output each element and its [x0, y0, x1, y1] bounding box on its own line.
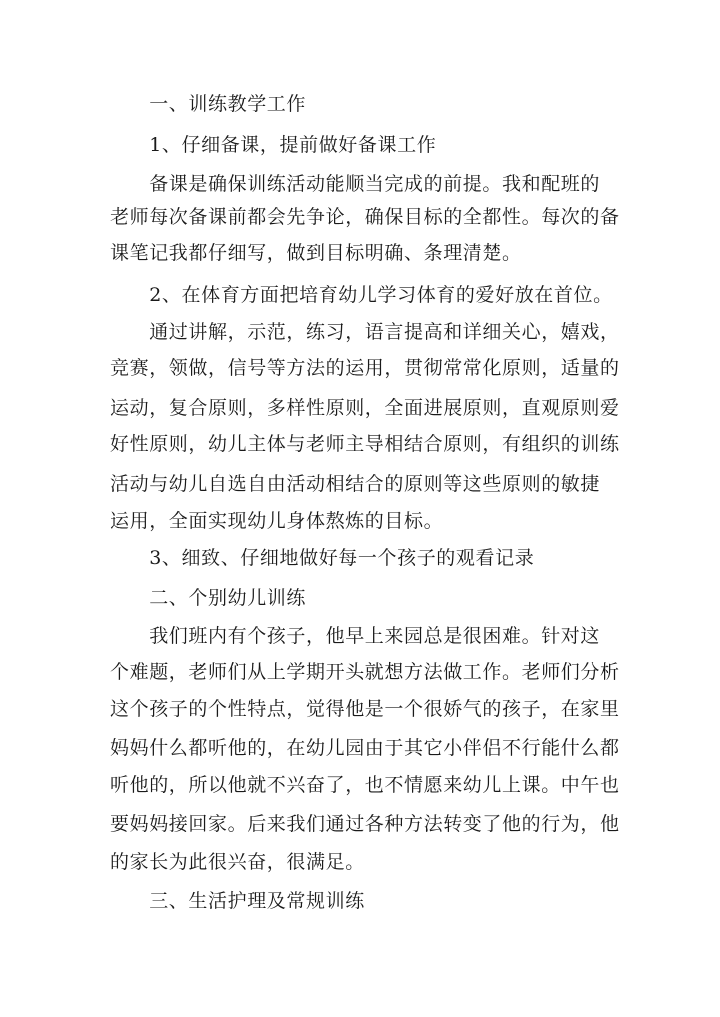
paragraph-line: 运动，复合原则，多样性原则，全面进展原则，直观原则爱: [110, 397, 620, 419]
heading-teaching-work: 一、训练教学工作: [110, 93, 307, 115]
paragraph-line: 活动与幼儿自选自由活动相结合的原则等这些原则的敏捷: [110, 473, 601, 495]
paragraph-line: 竞赛，领做，信号等方法的运用，贯彻常常化原则，适量的: [110, 357, 620, 379]
subheading-observation: 3、细致、仔细地做好每一个孩子的观看记录: [110, 547, 535, 569]
heading-individual-training: 二、个别幼儿训练: [110, 587, 307, 609]
paragraph-line: 要妈妈接回家。后来我们通过各种方法转变了他的行为，他: [110, 813, 620, 835]
paragraph-line: 老师每次备课前都会先争论，确保目标的全都性。每次的备: [110, 206, 620, 228]
paragraph-line: 这个孩子的个性特点，觉得他是一个很娇气的孩子，在家里: [110, 698, 620, 720]
paragraph-line: 个难题，老师们从上学期开头就想方法做工作。老师们分析: [110, 661, 620, 683]
paragraph-line: 妈妈什么都听他的，在幼儿园由于其它小伴侣不行能什么都: [110, 737, 620, 759]
paragraph-line: 听他的，所以他就不兴奋了，也不情愿来幼儿上课。中午也: [110, 774, 620, 796]
subheading-sports-interest: 2、在体育方面把培育幼儿学习体育的爱好放在首位。: [110, 284, 613, 306]
paragraph-line: 好性原则，幼儿主体与老师主导相结合原则，有组织的训练: [110, 433, 620, 455]
paragraph-line: 我们班内有个孩子，他早上来园总是很困难。针对这: [110, 625, 601, 647]
subheading-lesson-prep: 1、仔细备课，提前做好备课工作: [110, 134, 437, 156]
paragraph-line: 运用，全面实现幼儿身体熬炼的目标。: [110, 510, 444, 532]
heading-daily-care: 三、生活护理及常规训练: [110, 890, 365, 912]
paragraph-line: 课笔记我都仔细写，做到目标明确、条理清楚。: [110, 242, 522, 264]
paragraph-line: 备课是确保训练活动能顺当完成的前提。我和配班的: [110, 173, 601, 195]
paragraph-line: 的家长为此很兴奋，很满足。: [110, 851, 365, 873]
paragraph-line: 通过讲解，示范，练习，语言提高和详细关心，嬉戏，: [110, 321, 620, 343]
